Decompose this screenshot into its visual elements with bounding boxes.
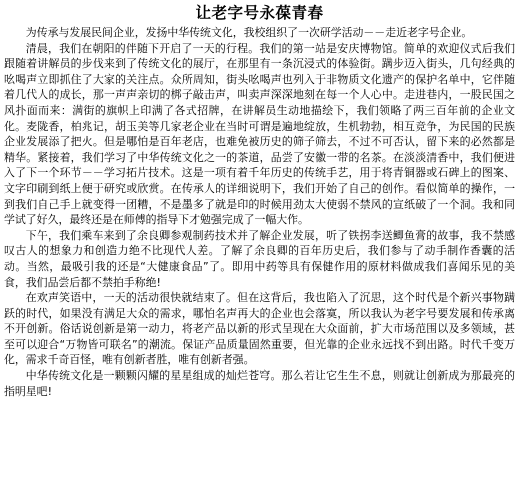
paragraph-reflection: 在欢声笑语中，一天的活动很快就结束了。但在这背后，我也陷入了沉思，这个时代是个新兴事物蹒跃的时代，如果没有满足大众的需求，哪怕名声再大的企业也会落寞，所以我认为老字号要发展和传承离不开创新。俗话说创新是第一动力，将老产品以新的形式呈现在大众面前，扩大市场范围以及多领域，甚至可以迎合“万物皆可联名”的潮流。保证产品质量固然重要，但光靠的企业永远找不到出路。时代千变万化，需求千奇百怪，唯有创新者胜，唯有创新者强。 (4, 291, 515, 367)
document-title: 让老字号永葆青春 (195, 4, 324, 22)
document-body (4, 25, 515, 399)
paragraph-morning: 清晨，我们在朝阳的伴随下开启了一天的行程。我们的第一站是安庆博物馆。简单的欢迎仪式后我们跟随着讲解员的步伐来到了传统文化的展厅，在那里有一条沉浸式的体验街。蹒步迈入街头，几句经典的吆喝声立即抓住了大家的关注点。众所周知，街头吆喝声也列入于非物质文化遗产的保护名单中，它伴随着几代人的成长，那一声声亲切的梆子敲击声，叫卖声深深地刻在每一个人心中。走进巷内，一股民国之风扑面而来：满街的旗帜上印满了各式招牌，在讲解员生动地描绘下，我们领略了两三百年前的企业文化。麦陇香，柏兆记，胡玉美等几家老企业在当时可谓是遍地绽放，生机勃勃，相互竞争，为民国的民族企业发展添了把火。但是哪怕是百年老店，也难免被历史的筛子筛去，不过不可否认，留下来的必然都是精华。紧接着，我们学习了中华传统文化之一的茶道，品尝了安徽一带的名茶。在淡淡清香中，我们便进入了下一个环节－－学习拓片技术。这是一项有着千年历史的传统手艺，用于将青铜器或石碑上的图案、文字印刷到纸上便于研究或欣赏。在传承人的详细说明下，我们开始了自己的创作。看似简单的操作，一到我们自己手上就变得一团糟，不是墨多了就是印的时候用劲太大使弱不禁风的宣纸破了一个洞。我和同学试了好久，最终还是在师傅的指导下才勉强完成了一幅大作。 (4, 41, 515, 227)
paragraph-conclusion: 中华传统文化是一颗颗闪耀的星星组成的灿烂苍穹。那么若让它生生不息，则就让创新成为那最亮的指明星吧! (4, 369, 515, 398)
paragraph-afternoon: 下午，我们乘车来到了余良卿参观制药技术并了解企业发展，听了铁拐李送鲫鱼膏的故事，我不禁感叹古人的想象力和创造力绝不比现代人差。了解了余良卿的百年历史后，我们参与了动手制作香囊的活动。当然，最吸引我的还是“大健康食品”了。即用中药等具有保健作用的原材料做成我们喜闻乐见的美食，我们品尝后都不禁拍手称绝! (4, 228, 515, 289)
document-page (4, 3, 515, 495)
paragraph-intro: 为传承与发展民间企业，发扬中华传统文化，我校组织了一次研学活动－－走近老字号企业。 (25, 26, 473, 39)
